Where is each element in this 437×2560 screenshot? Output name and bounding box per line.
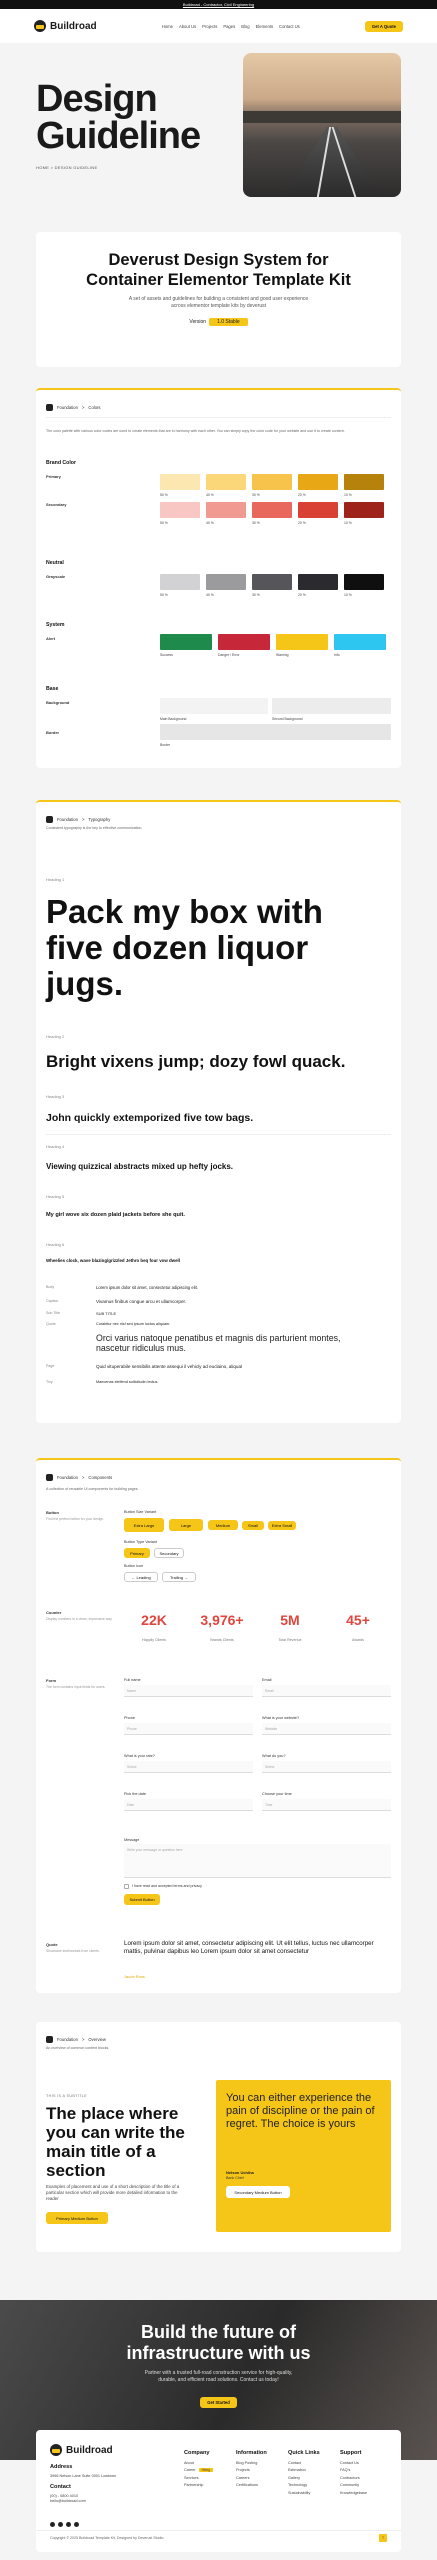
secondary-button[interactable]: Secondary	[154, 1548, 184, 1558]
intro-title: Deverust Design System for Container Elementor Template Kit	[86, 251, 351, 289]
h6-sample: Wheelies clock, wave blazing/grizzled Jethro beq four vow dwell	[46, 1258, 180, 1263]
page-title: Design Guideline	[36, 78, 201, 157]
secondary-swatch-2	[252, 502, 292, 518]
primary-label: Primary	[46, 474, 61, 479]
alert-swatch-label: Success	[160, 653, 173, 657]
form-input[interactable]: Date	[124, 1799, 253, 1811]
h4-label: Heading 4	[46, 1144, 65, 1149]
form-input[interactable]: Select	[262, 1761, 391, 1773]
form-label: Form	[46, 1678, 56, 1683]
neutral-swatch-2	[252, 574, 292, 590]
primary-swatch-label: 50 %	[160, 493, 168, 497]
h4-sample: Viewing quizzical abstracts mixed up hefty jocks.	[46, 1162, 234, 1171]
stat-value: 5M	[280, 1612, 300, 1628]
nav-pages[interactable]: Pages	[223, 23, 236, 29]
extra-large-button[interactable]: Extra Large	[124, 1518, 164, 1532]
secondary-swatch-3	[298, 502, 338, 518]
foundation-icon	[46, 1474, 53, 1481]
footer-column	[340, 2450, 390, 2497]
primary-swatch-1	[206, 474, 246, 490]
instagram-icon[interactable]	[58, 2522, 63, 2527]
typography-card	[36, 800, 401, 1423]
form-input[interactable]: Time	[262, 1799, 391, 1811]
leading-button[interactable]: ← Leading	[124, 1572, 158, 1582]
nav-contact[interactable]: Contact Us	[279, 23, 300, 29]
cta-text: Partner with a trusted full-road construction service for high-quality, durable, and efficient road solutions. Contact us today!	[144, 2370, 293, 2383]
foundation-icon	[46, 816, 53, 823]
secondary-swatch-label: 30 %	[252, 521, 260, 525]
nav-about[interactable]: About Us	[178, 23, 197, 29]
secondary-swatch-label: 50 %	[160, 521, 168, 525]
main-nav	[162, 24, 300, 29]
nav-blog[interactable]: Blog	[241, 23, 250, 29]
field-label: Phone	[124, 1716, 135, 1720]
quote-label: Quote	[46, 1942, 58, 1947]
primary-swatch-0	[160, 474, 200, 490]
neutral-swatch-label: 20 %	[298, 593, 306, 597]
row-value: Maecenas eleifend sollicitudin lectus.	[96, 1380, 159, 1384]
stat-value: 45+	[346, 1612, 370, 1628]
secondary-swatch-label: 40 %	[206, 521, 214, 525]
quote-box-role: Bank Chief	[226, 2176, 244, 2180]
footer-link[interactable]: Careers	[236, 2475, 250, 2480]
overview-subtitle: THIS IS A SUBTITLE	[46, 2094, 88, 2098]
counter-stat	[328, 1612, 388, 1646]
field-label: Choose your time	[262, 1792, 292, 1796]
base-heading: Base	[46, 686, 59, 692]
row-key: Quote	[46, 1322, 56, 1326]
quote-author: Jacob Ross	[124, 1974, 145, 1979]
hero	[0, 43, 437, 238]
secondary-medium-button[interactable]: Secondary Medium Button	[226, 2186, 290, 2198]
footer-link[interactable]: Contact Us	[340, 2460, 359, 2465]
extra-small-button[interactable]: Extra Small	[268, 1521, 296, 1530]
footer-link[interactable]: About	[184, 2460, 194, 2465]
nav-elements[interactable]: Elements	[255, 23, 274, 29]
alert-swatch-1	[218, 634, 270, 650]
quote-box	[216, 2080, 391, 2232]
brand-color-heading: Brand Color	[46, 460, 76, 466]
button-type-label: Button Type Variant	[124, 1540, 157, 1544]
h1-label: Heading 1	[46, 877, 65, 882]
footer-address: Address 3966 Nelson Lane Suite 0001 Lowtown	[50, 2464, 117, 2478]
secondary-swatch-0	[160, 502, 200, 518]
neutral-swatch-1	[206, 574, 246, 590]
main-bg-swatch	[160, 698, 268, 714]
twitter-icon[interactable]	[66, 2522, 71, 2527]
row-value: Orci varius natoque penatibus et magnis dis parturient montes, nascetur ridiculus mus.	[96, 1333, 341, 1353]
form-input[interactable]: Name	[124, 1685, 253, 1697]
form-input[interactable]: Phone	[124, 1723, 253, 1735]
alert-swatch-0	[160, 634, 212, 650]
footer-link[interactable]: FAQ's	[340, 2468, 351, 2472]
intro-card	[36, 232, 401, 367]
overview-desc: An overview of common content blocks.	[46, 2046, 110, 2050]
primary-button[interactable]: Primary	[124, 1548, 150, 1558]
overview-breadcrumb: Foundation > Overview	[36, 2022, 401, 2043]
foundation-icon	[46, 2036, 53, 2043]
quote-box-author: Nelson Uchiha	[226, 2170, 254, 2175]
components-breadcrumb: Foundation > Components	[36, 1460, 401, 1481]
footer-link[interactable]: Contact	[288, 2460, 302, 2465]
agree-checkbox[interactable]	[124, 1884, 129, 1889]
row-value: Vivamus finibus congue arcu et ullamcorper.	[96, 1299, 187, 1304]
h6-label: Heading 6	[46, 1242, 65, 1247]
footer-column-title: Company	[184, 2450, 210, 2456]
intro-desc: A set of assets and guidelines for building a consistent and good user experience across elementor template kits by deverust	[128, 296, 309, 309]
row-value: Lorem ipsum dolor sit amet, consectetur adipiscing elit.	[96, 1285, 198, 1290]
social-icons	[50, 2522, 79, 2527]
footer-logo[interactable]: Buildroad	[50, 2444, 113, 2456]
primary-swatch-label: 20 %	[298, 493, 306, 497]
primary-swatch-3	[298, 474, 338, 490]
arrow-left-icon: ←	[131, 1574, 137, 1580]
overview-text: Examples of placement and use of a short description of the title of a particular section which will provide more detailed information to the reader	[46, 2184, 180, 2201]
logo-icon	[34, 20, 46, 32]
footer-column-title: Support	[340, 2450, 362, 2456]
second-bg-swatch	[272, 698, 391, 714]
button-label: Button	[46, 1510, 59, 1515]
overview-card	[36, 2022, 401, 2252]
trailing-button[interactable]: Trailing →	[162, 1572, 196, 1582]
small-button[interactable]: Small	[242, 1521, 264, 1530]
h2-label: Heading 2	[46, 1034, 65, 1039]
youtube-icon[interactable]	[74, 2522, 79, 2527]
form-input[interactable]: Website	[262, 1723, 391, 1735]
footer-column-title: Information	[236, 2450, 267, 2456]
neutral-swatch-label: 40 %	[206, 593, 214, 597]
h5-label: Heading 5	[46, 1194, 65, 1199]
copyright: Copyright © 2025 Buildroad Template Kit, Designed by Deverust Studio	[50, 2536, 164, 2540]
breadcrumb: HOME > DESIGN GUIDELINE	[36, 165, 98, 170]
row-key: Page	[46, 1364, 55, 1368]
form-input[interactable]: Select	[124, 1761, 253, 1773]
grayscale-label: Grayscale	[46, 574, 66, 579]
message-textarea[interactable]: Write your message or question here	[124, 1844, 391, 1878]
alert-swatch-3	[334, 634, 386, 650]
neutral-swatch-label: 50 %	[160, 593, 168, 597]
footer-contact: Contact (00) - 0800 4010 hello@buildroad.com	[50, 2484, 86, 2503]
stat-label: Total Revenue	[278, 1638, 302, 1642]
field-label: Email	[262, 1678, 272, 1682]
footer-link[interactable]: Projects	[236, 2468, 250, 2472]
header	[0, 9, 437, 43]
footer-link[interactable]: Gallery	[288, 2475, 301, 2480]
primary-swatch-label: 40 %	[206, 493, 214, 497]
row-value: Quid vituperabile sensibilis attente assequi il vehicly ad euclaino, aliqual	[96, 1364, 243, 1369]
field-label: What do you?	[262, 1754, 286, 1758]
colors-breadcrumb: Foundation > Colors	[36, 390, 401, 411]
components-card	[36, 1458, 401, 1993]
row-key: Body	[46, 1285, 55, 1289]
version-badge: 1.0 Stable	[209, 318, 248, 326]
medium-button[interactable]: Medium	[208, 1520, 238, 1530]
second-bg-label: Second Background	[272, 717, 303, 721]
alert-swatch-2	[276, 634, 328, 650]
quote-desc: Showcase testimonials from clients.	[46, 1949, 100, 1953]
secondary-label: Secondary	[46, 502, 67, 507]
border-swatch	[160, 724, 391, 740]
counter-stat	[124, 1612, 184, 1646]
row-key: Sub Title	[46, 1311, 60, 1315]
h3-label: Heading 3	[46, 1094, 65, 1099]
secondary-swatch-1	[206, 502, 246, 518]
field-label: What is your rate?	[124, 1754, 155, 1758]
h1-sample: Pack my box with five dozen liquor jugs.	[46, 893, 323, 1002]
footer-link[interactable]: Sustainability	[288, 2490, 311, 2495]
footer-link[interactable]: Knowledgebase	[340, 2490, 368, 2495]
secondary-swatch-4	[344, 502, 384, 518]
counter-label: Counter	[46, 1610, 62, 1615]
primary-swatch-4	[344, 474, 384, 490]
button-desc: Find the perfect button for your design.	[46, 1517, 105, 1521]
row-value: Curabitur nec nisl sed ipsum luctus aliquam.	[96, 1322, 171, 1326]
footer-link[interactable]: Partnership	[184, 2483, 204, 2487]
foundation-icon	[46, 404, 53, 411]
background-label: Background	[46, 700, 70, 705]
field-label: Full name	[124, 1678, 141, 1682]
quote-text: Lorem ipsum dolor sit amet, consectetur adipiscing elit. Ut elit tellus, luctus nec ullamcorper mattis, pulvinar dapibus leo Lorem ipsum dolor sit amet consectetur	[124, 1940, 374, 1955]
colors-card	[36, 388, 401, 768]
get-quote-button[interactable]: Get A Quote	[365, 21, 403, 32]
main-bg-label: Main Background	[160, 717, 187, 721]
primary-swatch-label: 10 %	[344, 493, 352, 497]
neutral-swatch-3	[298, 574, 338, 590]
border-label: Border	[46, 730, 60, 735]
colors-desc: The color palette with various color codes are used to create elements that are in harmony with each other. You can simply copy the color code for your website and use it to create content.	[46, 429, 345, 433]
row-key: Caption	[46, 1299, 59, 1303]
stat-label: Happily Clients	[142, 1638, 166, 1642]
get-started-button[interactable]: Get Started	[200, 2397, 237, 2408]
footer	[36, 2430, 401, 2552]
alert-swatch-label: Warning	[276, 653, 289, 657]
facebook-icon[interactable]	[50, 2522, 55, 2527]
submit-button[interactable]: Submit Button	[124, 1894, 160, 1905]
field-label: Pick the date	[124, 1792, 146, 1796]
secondary-swatch-label: 20 %	[298, 521, 306, 525]
typography-breadcrumb: Foundation > Typography	[36, 802, 401, 823]
neutral-swatch-label: 10 %	[344, 593, 352, 597]
topbar	[0, 0, 437, 9]
version: Version 1.0 Stable	[36, 319, 401, 325]
counter-stat	[192, 1612, 252, 1646]
h3-sample: John quickly extemporized five tow bags.	[46, 1112, 254, 1124]
row-value: SUB TITLE	[96, 1311, 117, 1316]
primary-swatch-2	[252, 474, 292, 490]
stat-label: Awards	[352, 1638, 364, 1642]
system-heading: System	[46, 622, 65, 628]
footer-column	[288, 2450, 338, 2497]
typography-desc: Consistent typography is the key to effective communication.	[46, 826, 143, 830]
agree-text: I have read and accepted terms and privacy	[132, 1884, 202, 1888]
overview-title: The place where you can write the main title of a section	[46, 2104, 185, 2180]
neutral-swatch-0	[160, 574, 200, 590]
primary-swatch-label: 30 %	[252, 493, 260, 497]
nav-home[interactable]: Home	[161, 23, 173, 29]
h5-sample: My girl wove six dozen plaid jackets before she quit.	[46, 1212, 185, 1218]
row-key: Tiny	[46, 1380, 53, 1384]
hiring-badge: Hiring	[199, 2468, 213, 2472]
alert-label: Alert	[46, 636, 56, 641]
neutral-heading: Neutral	[46, 560, 64, 566]
footer-link[interactable]: Estimation	[288, 2468, 306, 2472]
primary-medium-button[interactable]: Primary Medium Button	[46, 2212, 108, 2224]
logo[interactable]	[34, 20, 97, 32]
quote-box-text: You can either experience the pain of discipline or the pain of regret. The choice is yours	[226, 2092, 375, 2130]
footer-column	[236, 2450, 286, 2490]
button-size-label: Button Size Variant	[124, 1510, 157, 1514]
h2-sample: Bright vixens jump; dozy fowl quack.	[46, 1052, 346, 1071]
counter-stat	[260, 1612, 320, 1646]
form-input[interactable]: Email	[262, 1685, 391, 1697]
back-to-top-icon[interactable]: ↑	[379, 2534, 387, 2542]
large-button[interactable]: Large	[169, 1519, 203, 1531]
alert-swatch-label: Danger / Error	[218, 653, 240, 657]
topbar-text[interactable]: Buildroad - Contractor, Civil Engineering	[182, 2, 255, 7]
neutral-swatch-4	[344, 574, 384, 590]
secondary-swatch-label: 10 %	[344, 521, 352, 525]
nav-projects[interactable]: Projects	[202, 23, 218, 29]
stat-label: Brands Clients	[210, 1638, 234, 1642]
alert-swatch-label: Info	[334, 653, 340, 657]
button-icon-label: Button Icon	[124, 1564, 144, 1568]
footer-column-title: Quick Links	[288, 2450, 320, 2456]
footer-link[interactable]: Certifications	[236, 2483, 258, 2487]
stat-value: 22K	[141, 1612, 167, 1628]
neutral-swatch-label: 30 %	[252, 593, 260, 597]
components-desc: A collection of reusable UI components for building pages.	[46, 1487, 139, 1491]
logo-icon	[50, 2444, 62, 2456]
footer-link[interactable]: Contractors	[340, 2475, 360, 2480]
counter-desc: Display numbers in a clean, impressive way.	[46, 1617, 113, 1621]
message-label: Message	[124, 1838, 140, 1842]
hero-road-image	[243, 53, 401, 197]
form-desc: The form contains input fields for users.	[46, 1685, 106, 1689]
field-label: What is your website?	[262, 1716, 300, 1720]
footer-column	[184, 2450, 234, 2490]
footer-link[interactable]: Community	[340, 2483, 360, 2487]
footer-link[interactable]: Blog Posting	[236, 2460, 258, 2465]
footer-link[interactable]: Career Hiring	[184, 2467, 234, 2475]
logo-text: Buildroad	[50, 20, 97, 32]
border-bg-label: Border	[160, 743, 171, 747]
cta-title: Build the future of infrastructure with us	[126, 2322, 311, 2363]
stat-value: 3,976+	[200, 1612, 244, 1628]
footer-link[interactable]: Technology	[288, 2483, 308, 2487]
footer-link[interactable]: Services	[184, 2475, 199, 2480]
arrow-right-icon: →	[182, 1574, 189, 1580]
